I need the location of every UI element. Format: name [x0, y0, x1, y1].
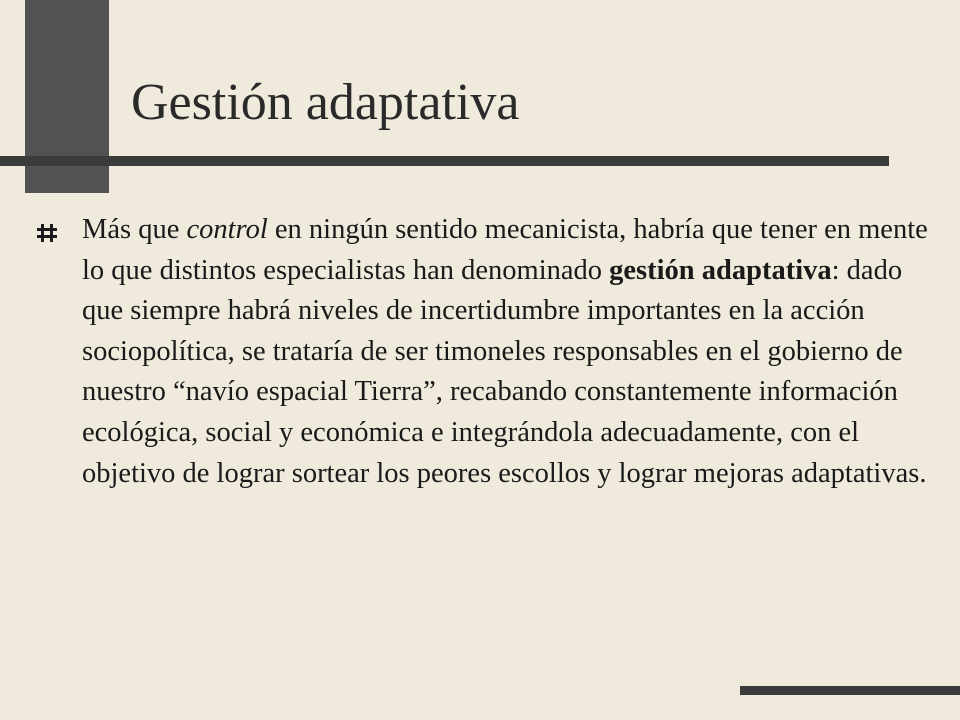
slide-title: Gestión adaptativa: [131, 74, 520, 131]
bottom-right-rule: [740, 686, 960, 695]
paragraph-text-2: en ningún sentido mecanicista, habría que tener en mente lo que distintos especialistas han denominado: [82, 214, 928, 286]
bullet-paragraph: [82, 210, 932, 494]
paragraph-text-1: Más que: [82, 214, 187, 245]
paragraph-emphasis: control: [186, 214, 268, 245]
title-underline-rule: [0, 156, 889, 166]
hash-bullet-icon: [36, 222, 58, 244]
paragraph-text-3: : dado que siempre habrá niveles de incertidumbre importantes en la acción sociopolítica, se trataría de ser timoneles responsables en el gobierno de nuestro “navío espacial Tierra”, recabando constantemente información ecológica, social y económica e integrándola adecuadamente, con el objetivo de lograr sortear los peores escollos y lograr mejoras adaptativas.: [82, 254, 927, 489]
paragraph-bold-term: gestión adaptativa: [609, 254, 832, 286]
